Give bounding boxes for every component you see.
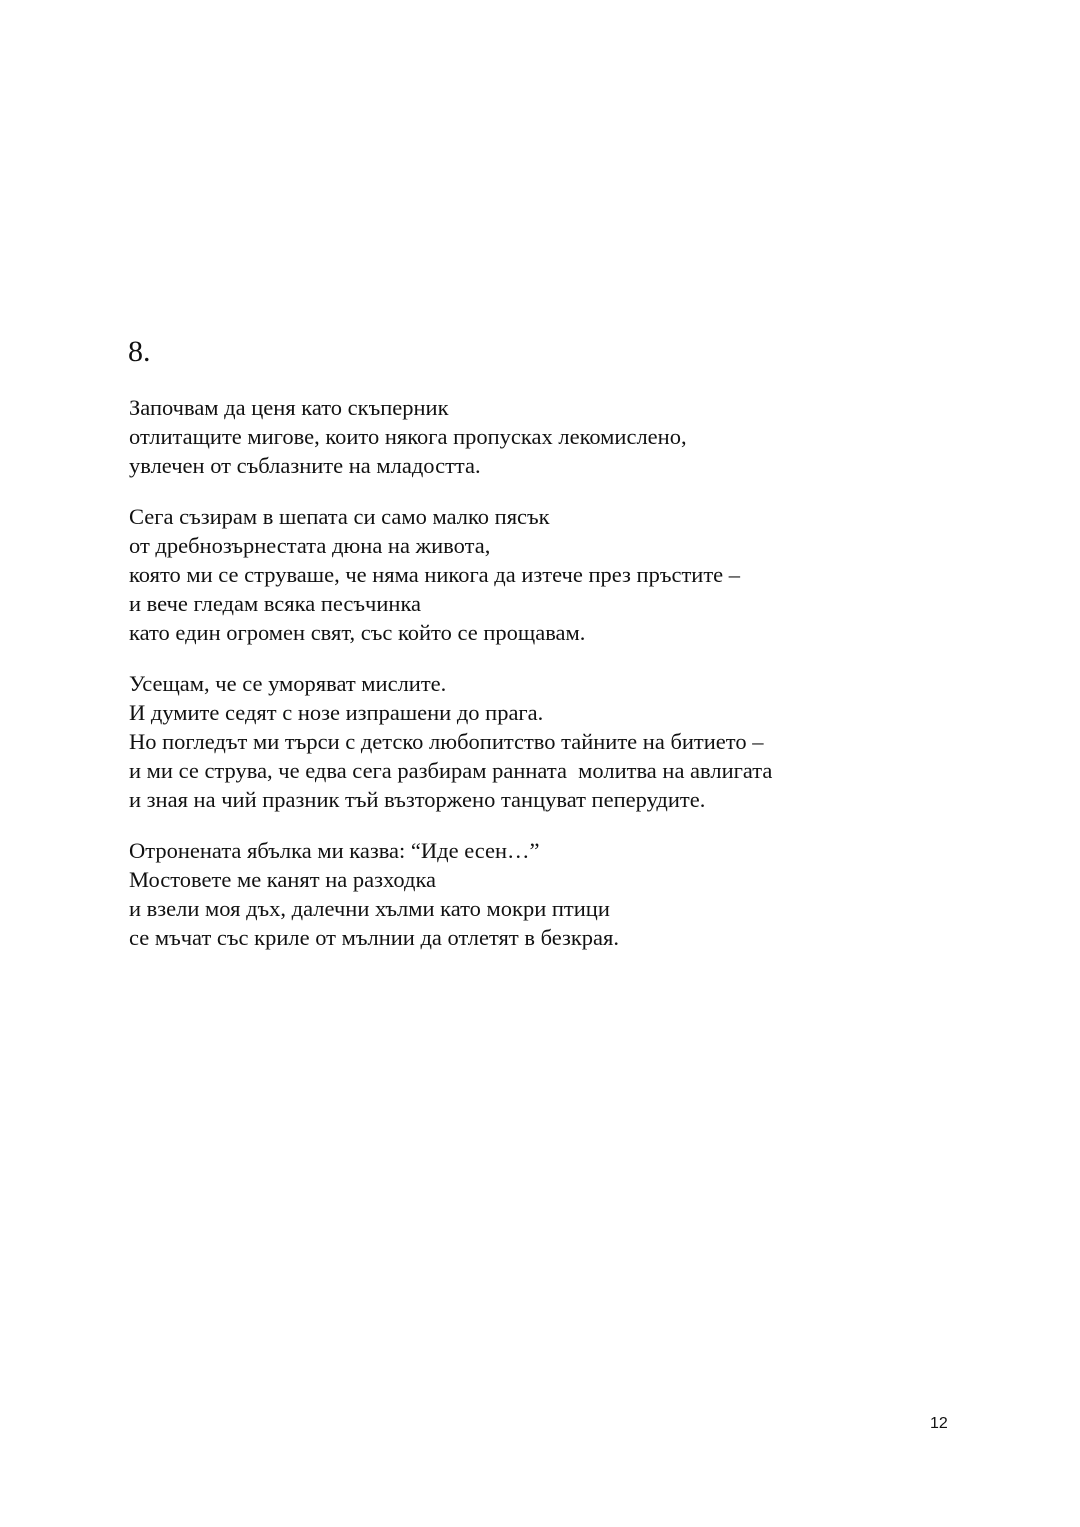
poem-line: като един огромен свят, със който се прощавам. bbox=[129, 620, 586, 645]
poem-line: Отронената ябълка ми казва: “Иде есен…” bbox=[129, 838, 540, 863]
poem-line: Усещам, че се уморяват мислите. bbox=[129, 671, 447, 696]
poem-line: и вече гледам всяка песъчинка bbox=[129, 591, 422, 616]
poem-line: Но погледът ми търси с детско любопитство тайните на битието – bbox=[129, 729, 764, 754]
poem-line: И думите седят с нозе изпрашени до прага. bbox=[129, 700, 544, 725]
poem-line: увлечен от съблазните на младостта. bbox=[129, 453, 481, 478]
poem-line: Мостовете ме канят на разходка bbox=[129, 867, 437, 892]
poem-line: се мъчат със криле от мълнии да отлетят в безкрая. bbox=[129, 925, 620, 950]
stanza-4 bbox=[129, 836, 989, 952]
poem-body bbox=[129, 393, 989, 974]
stanza-3 bbox=[129, 669, 989, 814]
stanza-1 bbox=[129, 393, 989, 480]
poem-number: 8. bbox=[128, 335, 151, 368]
poem-line: и ми се струва, че едва сега разбирам ранната молитва на авлигата bbox=[129, 758, 773, 783]
poem-line: отлитащите мигове, които някога пропусках лекомислено, bbox=[129, 424, 687, 449]
poem-line: от дребнозърнестата дюна на живота, bbox=[129, 533, 491, 558]
poem-line: и взели моя дъх, далечни хълми като мокри птици bbox=[129, 896, 610, 921]
stanza-2 bbox=[129, 502, 989, 647]
poem-line: Започвам да ценя като скъперник bbox=[129, 395, 449, 420]
poem-line: и зная на чий празник тъй възторжено танцуват пеперудите. bbox=[129, 787, 706, 812]
page-number: 12 bbox=[930, 1415, 948, 1432]
poem-line: Сега съзирам в шепата си само малко пясък bbox=[129, 504, 550, 529]
poem-line: която ми се струваше, че няма никога да изтече през пръстите – bbox=[129, 562, 741, 587]
